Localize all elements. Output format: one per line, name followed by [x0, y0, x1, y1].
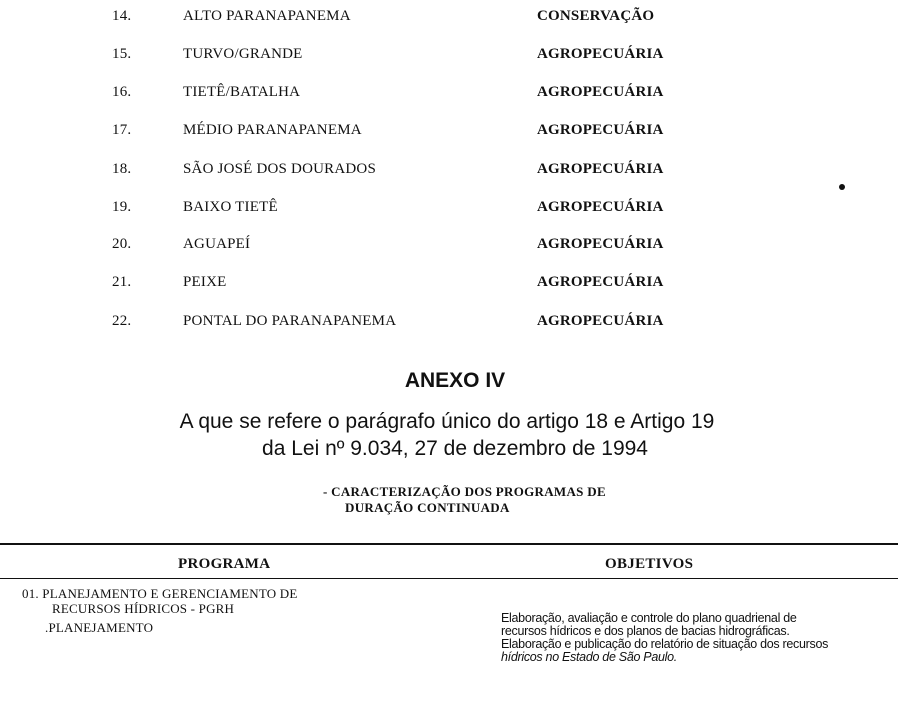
- basin-classification: AGROPECUÁRIA: [537, 274, 664, 290]
- basin-name: BAIXO TIETÊ: [183, 199, 278, 215]
- basin-number: 21.: [112, 274, 132, 290]
- basin-name: PEIXE: [183, 274, 227, 290]
- basin-classification: AGROPECUÁRIA: [537, 46, 664, 62]
- basin-row: [0, 8, 910, 32]
- basin-row: [0, 274, 910, 298]
- objective-line-2: recursos hídricos e dos planos de bacias hidrográficas.: [501, 624, 790, 638]
- basin-name: TURVO/GRANDE: [183, 46, 303, 62]
- characterization-title-line-1: - CARACTERIZAÇÃO DOS PROGRAMAS DE: [323, 484, 606, 499]
- basin-classification: AGROPECUÁRIA: [537, 122, 664, 138]
- basin-row: [0, 122, 910, 146]
- basin-number: 15.: [112, 46, 132, 62]
- basin-row: [0, 161, 910, 185]
- basin-number: 22.: [112, 313, 132, 329]
- basin-row: [0, 236, 910, 260]
- basin-row: [0, 313, 910, 337]
- basin-classification: AGROPECUÁRIA: [537, 161, 664, 177]
- program-title: [22, 586, 298, 616]
- basin-name: PONTAL DO PARANAPANEMA: [183, 313, 397, 329]
- basin-number: 16.: [112, 84, 132, 100]
- program-title-line-1: 01. PLANEJAMENTO E GERENCIAMENTO DE: [22, 586, 298, 601]
- annex-title: ANEXO IV: [404, 369, 506, 392]
- annex-reference-line-2: da Lei nº 9.034, 27 de dezembro de 1994: [262, 437, 648, 460]
- basin-number: 20.: [112, 236, 132, 252]
- table-header-rule: [0, 578, 898, 579]
- basin-number: 14.: [112, 8, 132, 24]
- basin-number: 17.: [112, 122, 132, 138]
- basin-name: SÃO JOSÉ DOS DOURADOS: [183, 161, 376, 177]
- objective-line-3: Elaboração e publicação do relatório de situação dos recursos: [501, 637, 829, 651]
- basin-row: [0, 199, 910, 223]
- basin-number: 18.: [112, 161, 132, 177]
- program-title-line-2: RECURSOS HÍDRICOS - PGRH: [52, 601, 235, 616]
- table-top-rule: [0, 543, 898, 545]
- annex-reference-line-1: A que se refere o parágrafo único do artigo 18 e Artigo 19: [179, 410, 715, 433]
- subprogram-label: .PLANEJAMENTO: [45, 620, 154, 635]
- basin-classification: AGROPECUÁRIA: [537, 313, 664, 329]
- objective-line-4: hídricos no Estado de São Paulo.: [501, 650, 677, 664]
- basin-number: 19.: [112, 199, 132, 215]
- basin-name: MÉDIO PARANAPANEMA: [183, 122, 362, 138]
- scan-speck: [839, 184, 845, 190]
- basin-name: ALTO PARANAPANEMA: [183, 8, 351, 24]
- basin-name: AGUAPEÍ: [183, 236, 251, 252]
- objective-line-1: Elaboração, avaliação e controle do plano quadrienal de: [501, 611, 797, 625]
- objectives-text: [501, 612, 906, 664]
- basin-classification: AGROPECUÁRIA: [537, 236, 664, 252]
- basin-classification: CONSERVAÇÃO: [537, 8, 655, 24]
- characterization-title-line-2: DURAÇÃO CONTINUADA: [345, 500, 510, 515]
- basin-row: [0, 84, 910, 108]
- basin-name: TIETÊ/BATALHA: [183, 84, 301, 100]
- table-header-objectives: OBJETIVOS: [605, 556, 694, 572]
- table-header-program: PROGRAMA: [178, 556, 271, 572]
- basin-row: [0, 46, 910, 70]
- basin-classification: AGROPECUÁRIA: [537, 84, 664, 100]
- basin-classification: AGROPECUÁRIA: [537, 199, 664, 215]
